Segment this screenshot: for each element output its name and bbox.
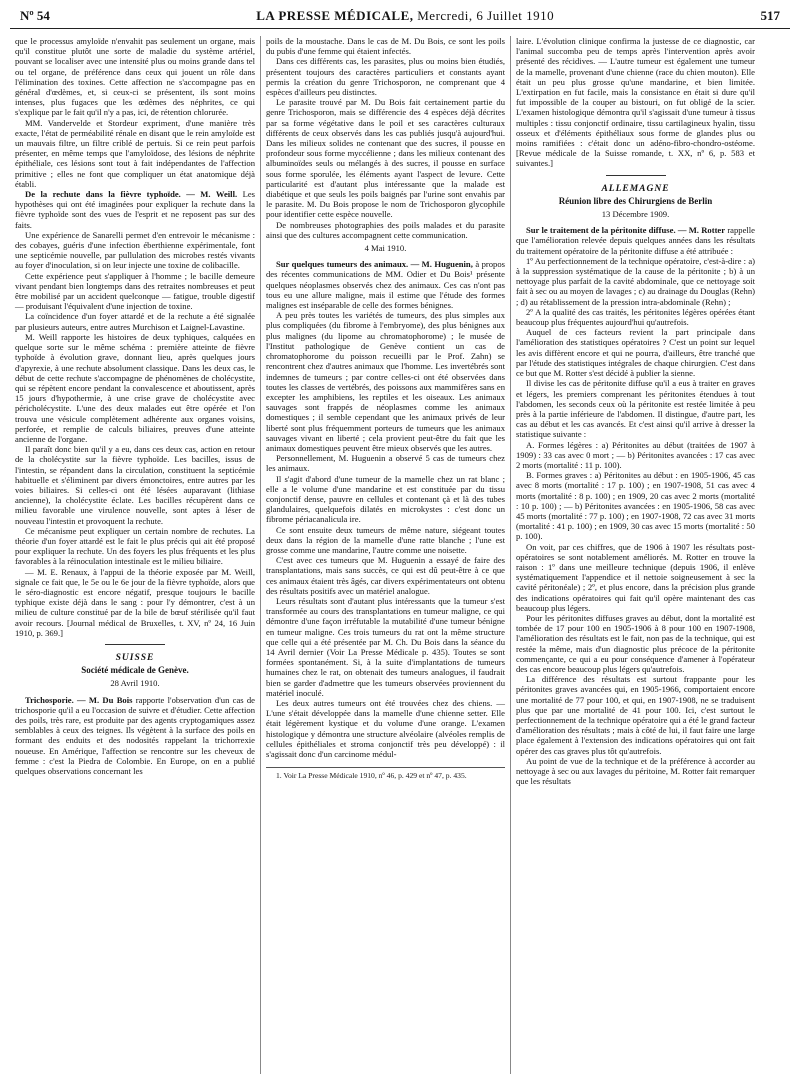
section-society: Société médicale de Genève. [81,665,189,676]
paragraph: à propos des récentes communications de MM. Odier et Du Bois¹ présente quelques néoplasmes observés chez des animaux. Ces cas n'ont pas tous eu une allure maligne, mais il estime que l'étude des formes malignes est inséparable de celle des formes bénignes. [266,259,505,311]
separator-rule [105,644,165,645]
paragraph: Ce mécanisme peut expliquer un certain nombre de rechutes. La théorie d'un foyer attardé est le fait le plus précis qui ait été proposé pour expliquer la rechute. Un des foyers les plus fréquents et les plus favorables à la réinoculation intestinale est le milieu biliaire. [15,525,255,567]
paragraph: 2º A la qualité des cas traités, les péritonites légères opérées étant beaucoup plus fréquentes aujourd'hui qu'autrefois. [516,306,755,328]
section-date: 4 Mai 1910. [364,243,407,254]
paragraph: Au point de vue de la technique et de la préférence à accorder au nettoyage à sec ou aux lavages du péritoine, M. Rotter fait remarquer que les résultats [516,755,755,787]
paragraph: Il paraît donc bien qu'il y a eu, dans ces deux cas, action en retour de la cholécystite sur la fièvre typhoïde. Les bacilles, issus de l'intestin, se répandent dans la circulation, constituent la septicémie habituelle et s'éliminent par divers émonctoires, entre autres par les voies biliaires. Si celles-ci ont été lésées auparavant (lithiase ancienne), la cholécystite éclate. Les bacilles récupèrent dans ce milieu favorable une virulence nouvelle, sont aptes à léser de nouveau l'intestin et provoquent la rechute. [15,444,255,526]
issue-date: Mercredi, 6 Juillet 1910 [417,8,555,23]
article-lead: De la rechute dans la fièvre typhoïde. — M. Weill. [25,189,238,200]
issue-number: Nº 54 [20,8,50,23]
paragraph: La coïncidence d'un foyer attardé et de la rechute a été signalée par plusieurs auteurs, entre autres Murchison et Laignel-Lavastine. [15,311,255,332]
paragraph: Les hypothèses qui ont été imaginées pour expliquer la rechute dans la fièvre typhoïde sont des vues de l'esprit et ne reposent pas sur des faits. [15,189,255,230]
paragraph: que le processus amyloïde n'envahit pas seulement un organe, mais qu'il constitue plutôt une sorte de maladie du système artériel, pouvant se localiser avec une intensité plus ou moins grande dans tel ou tel organe, de préférence dans ceux qui jouent un rôle dans l'élimination des toxines. Cette affection ne s'accompagne pas en général d'œdèmes, et, si ceux-ci se présentent, ils sont moins intenses, plus fugaces que les œdèmes des néphrites, ce qui s'explique par le fait qu'il n'y a pas, ici, de rétention chlorurée. [15,36,255,118]
paragraph: Auquel de ces facteurs revient la part principale dans l'amélioration des statistiques opératoires ? C'est un point sur lequel les avis diffèrent encore et qui ne pourra, d'ailleurs, être tranché que par l'étude des statistiques intégrales de chaque chirurgien. C'est dans ce but que M. Rotter s'est décidé à publier la sienne. [516,327,755,379]
paragraph: rapporte l'observation d'un cas de trichosporie qu'il a eu l'occasion de suivre et d'étudier. Cette affection des poils, très rare, est produite par des agents cryptogamiques assez semblables à ceux des teignes. Ils végètent à la surface des poils en formant des enduits et des nodosités rappelant la trichorrexie noueuse. En Amérique, l'affection se rencontre sur les cheveux de femme : c'est la Piedra de Colombie. En Europe, on en a publié quelques observations concernant les [15,694,255,777]
paragraph: laire. L'évolution clinique confirma la justesse de ce diagnostic, car l'animal succomba peu de temps après l'intervention après avoir présenté des récidives. — L'autre tumeur est également une tumeur de la mamelle, provenant d'une chienne (race du chien mouton). Elle était un peu plus grosse qu'une mandarine, et bien limitée. L'extirpation en fut facile, mais la consistance en était si dure qu'il fut impossible de la couper au bistouri, on fut obligé de la scier. L'examen histologique démontra qu'il s'agissait d'une tumeur à tissus multiples : tissu conjonctif ordinaire, tissu cartilagineux hyalin, tissu osseux et d'éléments épithéliaux sous forme de glandes plus ou moins ramifiées : c'était donc un adéno-fibro-chondro-ostéome. [Revue médicale de la Suisse romande, t. XX, nº 6, p. 583 et suivantes.] [516,36,755,169]
paragraph: La différence des résultats est surtout frappante pour les péritonites graves avancées qui, en 1905-1966, comportaient encore une mortalité de 77 pour 100, et qui, en 1907-1908, ne se traduisent plus que par une mortalité de 41 pour 100. Ici, c'est surtout le perfectionnement de la technique opératoire qui a été le grand facteur d'amélioration des résultats ; mais à côté de lui, il faut faire une large place également à l'extension des indications opératoires qui ont fait opérer des cas graves plus tôt qu'autrefois. [516,674,755,756]
article-lead: Sur le traitement de la péritonite diffuse. — M. Rotter [526,225,726,236]
paragraph: rappelle que l'amélioration relevée depuis quelques années dans les résultats du traitement opératoire de la péritonite diffuse a été attribuée : [516,225,755,256]
newspaper-page [10,8,790,1074]
paragraph: Leurs résultats sont d'autant plus intéressants que la tumeur s'est transformée au cours des transplantations en tumeur maligne, ce qui démontre d'une façon irréfutable la mutabilité d'une tumeur bénigne en tumeur maligne. Ces trois tumeurs du rat ont la même structure que celle qui a été présentée par M. Ch. Du Bois dans la séance du 14 Avril dernier (Voir La Presse Médicale p. 435). Toutes se sont formées spontanément. Si, à la suite d'implantations de tumeurs humaines chez le rat, on obtenait des tumeurs analogues, il faudrait bien se garder d'admettre que les tumeurs observées proviennent du matériel inoculé. [266,595,505,698]
section-date: 13 Décembre 1909. [601,209,670,220]
paragraph: Ce sont ensuite deux tumeurs de même nature, siégeant toutes deux dans la région de la mamelle d'une ratte blanche ; l'une est grosse comme une mandarine, l'autre comme une noisette. [266,524,505,555]
section-heading: SUISSE [115,652,155,663]
footnote: 1. Voir La Presse Médicale 1910, nº 46, p. 429 et nº 47, p. 435. [266,767,505,781]
article-lead: Sur quelques tumeurs des animaux. — M. Huguenin, [276,259,473,270]
paragraph: M. Weill rapporte les histoires de deux typhiques, calquées en quelque sorte sur le même schéma : première atteinte de fièvre typhoïde à évolution grave, donnant lieu, après quelques jours d'apyrexie, à une rechute absolument classique. Dans les deux cas, le début de cette rechute s'accompagne de phénomènes de cholécystite, qui se répètent encore pendant la convalescence et aboutissent, après 15 jours d'hypothermie, à une crise grave de cholécystite avec péricholécystite. L'une des deux malades eut être opérée et l'on trouva une vésicule complètement adhérente aux organes voisins, perforée, et remplie de calculs biliaires, preuves d'une atteinte ancienne de l'organe. [15,331,255,444]
paragraph: Le parasite trouvé par M. Du Bois fait certainement partie du genre Trichosporon, mais se différencie des 4 espèces déjà décrites par sa forme végétative dans le poil et ses caractères culturaux différents de ceux observés dans les cas publiés jusqu'à aujourd'hui. Dans les milieux solides ne contenant que des sucres, il pousse en profondeur sous forme myccélienne ; dans les milieux contenant des albuminoïdes seuls ou mélangés à des sucres, il pousse en surface sous forme sporulée, les éléments ayant l'aspect de levure. Cette particularité est d'autant plus intéressante que la malade est diabétique et que seuls les poils baignés par l'urine sont envahis par le parasite. M. Du Bois propose le nom de Trichosporon glycophile pour identifier cette espèce nouvelle. [266,97,505,220]
paragraph: — M. E. Renaux, à l'appui de la théorie exposée par M. Weill, signale ce fait que, le 5e ou le 6e jour de la fièvre typhoïde, alors que le séro-diagnostic est encore négatif, presque toujours le bacille typhique existe déjà dans le sang : pour l'y démontrer, c'est à un milieu de culture constitué par de la bile de bœuf stérilisée qu'il faut avoir recours. [Journal médical de Bruxelles, t. XV, nº 24, 16 Juin 1910, p. 369.] [15,566,255,638]
paragraph: Les deux autres tumeurs ont été trouvées chez des chiens. — L'une s'était développée dans la mamelle d'une chienne setter. Elle était légèrement kystique et du volume d'une orange. L'examen histologique y démontra une structure alvéolaire (alvéoles remplis de cellules épithéliales et stroma conjonctif très peu développé) : il s'agissait donc d'un carcinome médul- [266,698,505,760]
paragraph: Il divise les cas de péritonite diffuse qu'il a eus à traiter en graves et légers, les premiers comprenant les péritonites étendues à tout l'abdomen, les seconds ceux où la péritonite est restée limitée à peu près à la partie inférieure de l'abdomen. Il distingue, d'autre part, les cas au début et les cas avancés. Et c'est ainsi qu'il arrive à dresser la statistique suivante : [516,378,755,440]
paragraph: A. Formes légères : a) Péritonites au début (traitées de 1907 à 1909) : 33 cas avec 0 mort ; — b) Péritonites avancées : 17 cas avec 2 morts (mortalité : 11 p. 100). [516,439,755,470]
paragraph: 1º Au perfectionnement de la technique opératoire, c'est-à-dire : a) à la suppression systématique de la cause de la péritonite ; b) à un nettoyage plus parfait de la cavité abdominale, que ce nettoyage soit fait à sec ou au moyen de lavages ; c) au drainage du Douglas (Rehn) ; d) au rétablissement de la pression intra-abdominale (Rehn) ; [516,255,755,307]
separator-rule [606,175,666,176]
paragraph: Une expérience de Sanarelli permet d'en entrevoir le mécanisme : des cobayes, guéris d'une infection éberthienne expérimentale, font une septicémie nouvelle, par pullulation des microbes restés vivants au foyer d'inoculation, si on leur injecte une toxine de colibacille. [15,229,255,271]
paragraph: On voit, par ces chiffres, que de 1906 à 1907 les résultats post-opératoires se sont notablement améliorés. M. Rotter en trouve la raison : 1º dans une meilleure technique (depuis 1906, il enlève systématiquement l'appendice et il nettoie soigneusement à sec la cavité péritonéale) ; 2º, et plus encore, dans la précision plus grande des indications opératoires qui fait qu'il opère maintenant des cas beaucoup plus légers. [516,541,755,613]
section-heading: ALLEMAGNE [601,183,670,194]
column-3 [510,36,760,1074]
paragraph: Pour les péritonites diffuses graves au début, dont la mortalité est tombée de 17 pour 100 en 1905-1906 à 8 pour 100 en 1907-1908, l'amélioration des résultats est le fait, non pas de la technique, qui est restée la même, mais d'un diagnostic plus précoce de la péritonite commençante, ce qui a eu pour conséquence d'amener à l'opérateur des cas encore beaucoup plus légers qu'autrefois. [516,612,755,674]
section-society: Réunion libre des Chirurgiens de Berlin [558,195,713,206]
paragraph: B. Formes graves : a) Péritonites au début : en 1905-1906, 45 cas avec 8 morts (mortalité : 17 p. 100) ; en 1907-1908, 51 cas avec 4 morts (mortalité : 8 p. 100) ; en 1909, 20 cas avec 2 morts (mortalité : 10 p. 100) ; — b) Péritonites avancées : en 1905-1906, 58 cas avec 45 morts (mortalité : 77 p. 100) ; en 1907-1908, 72 cas avec 31 morts (mortalité : 41 p. 100) ; en 1909, 30 cas avec 15 morts (mortalité : 50 p. 100). [516,470,755,542]
columns [10,36,790,1074]
paragraph: Dans ces différents cas, les parasites, plus ou moins bien étudiés, présentent toujours des caractères particuliers et constants ayant permis la création du genre Trichosporon, ne comprenant que 4 espèces d'ailleurs peu distinctes. [266,56,505,98]
paragraph: MM. Vandervelde et Stordeur expriment, d'une manière très exacte, l'état de perméabilité rénale en disant que le rein amyloïde est un mauvais filtre, un filtre criblé de pertuis. Si ce rein peut parfois présenter, en même temps que l'amyloïdose, des lésions de néphrite épithéliale, ces lésions sont tout à fait indépendantes de l'affection primitive ; elles ne font que compliquer un état anatomique déjà établi. [15,117,255,189]
column-2 [260,36,510,1074]
page-number: 517 [760,8,780,23]
paragraph: C'est avec ces tumeurs que M. Huguenin a essayé de faire des transplantations, mais sans succès, ce qui est dû peut-être à ce que ces animaux étaient très âgés, car divers expérimentateurs ont obtenu des résultats positifs avec un matériel analogue. [266,555,505,596]
paragraph: A peu près toutes les variétés de tumeurs, des plus simples aux plus compliquées (du fibrome à l'embryome), des plus bénignes aux plus malignes (du lipome au chromatophorome) ; le musée de l'Institut pathologique de Genève contient un cas de chromatophorome du poisson recueilli par le Prof. Zahn) se rencontrent chez d'autres animaux que l'homme. Les invertébrés sont indemnes de tumeurs ; par contre celles-ci ont été observées dans toutes les classes de vertébrés, des poissons aux mammifères sans en excepter les amphibiens, les reptiles et les oiseaux. Les animaux sauvages sont frappés de néoplasmes comme les animaux domestiques ; il semble cependant que les animaux privés de leur liberté sont plus fréquemment porteurs de tumeurs que les animaux sauvages vivant en liberté ; cela provient peut-être du fait que les animaux domestiques peuvent être mieux observés que les autres. [266,310,505,453]
journal-title [256,8,554,24]
page-header [10,8,790,29]
paragraph: Il s'agit d'abord d'une tumeur de la mamelle chez un rat blanc ; elle a le volume d'une mandarine et est constituée par du tissu conjonctif dense, pauvre en cellules et contenant çà et là des tubes glandulaires, quelquefois dilatés en microkystes : c'est donc un fibrome périacanalicula ire. [266,473,505,525]
paragraph: poils de la moustache. Dans le cas de M. Du Bois, ce sont les poils du pubis d'une femme qui étaient infectés. [266,36,505,57]
paragraph: De nombreuses photographies des poils malades et du parasite ainsi que des cultures accompagnent cette communication. [266,219,505,240]
column-1 [10,36,260,1074]
paragraph: Personnellement, M. Huguenin a observé 5 cas de tumeurs chez les animaux. [266,453,505,474]
section-date: 28 Avril 1910. [110,678,160,689]
article-lead: Trichosporie. — M. Du Bois [25,694,133,705]
journal-name: LA PRESSE MÉDICALE, [256,8,414,23]
paragraph: Cette expérience peut s'appliquer à l'homme ; le bacille demeure vivant pendant bien longtemps dans des retraites nombreuses et peut être mobilisé par un accident quelconque — fatigue, trouble digestif — produisant l'équivalent d'une injection de toxine. [15,270,255,312]
